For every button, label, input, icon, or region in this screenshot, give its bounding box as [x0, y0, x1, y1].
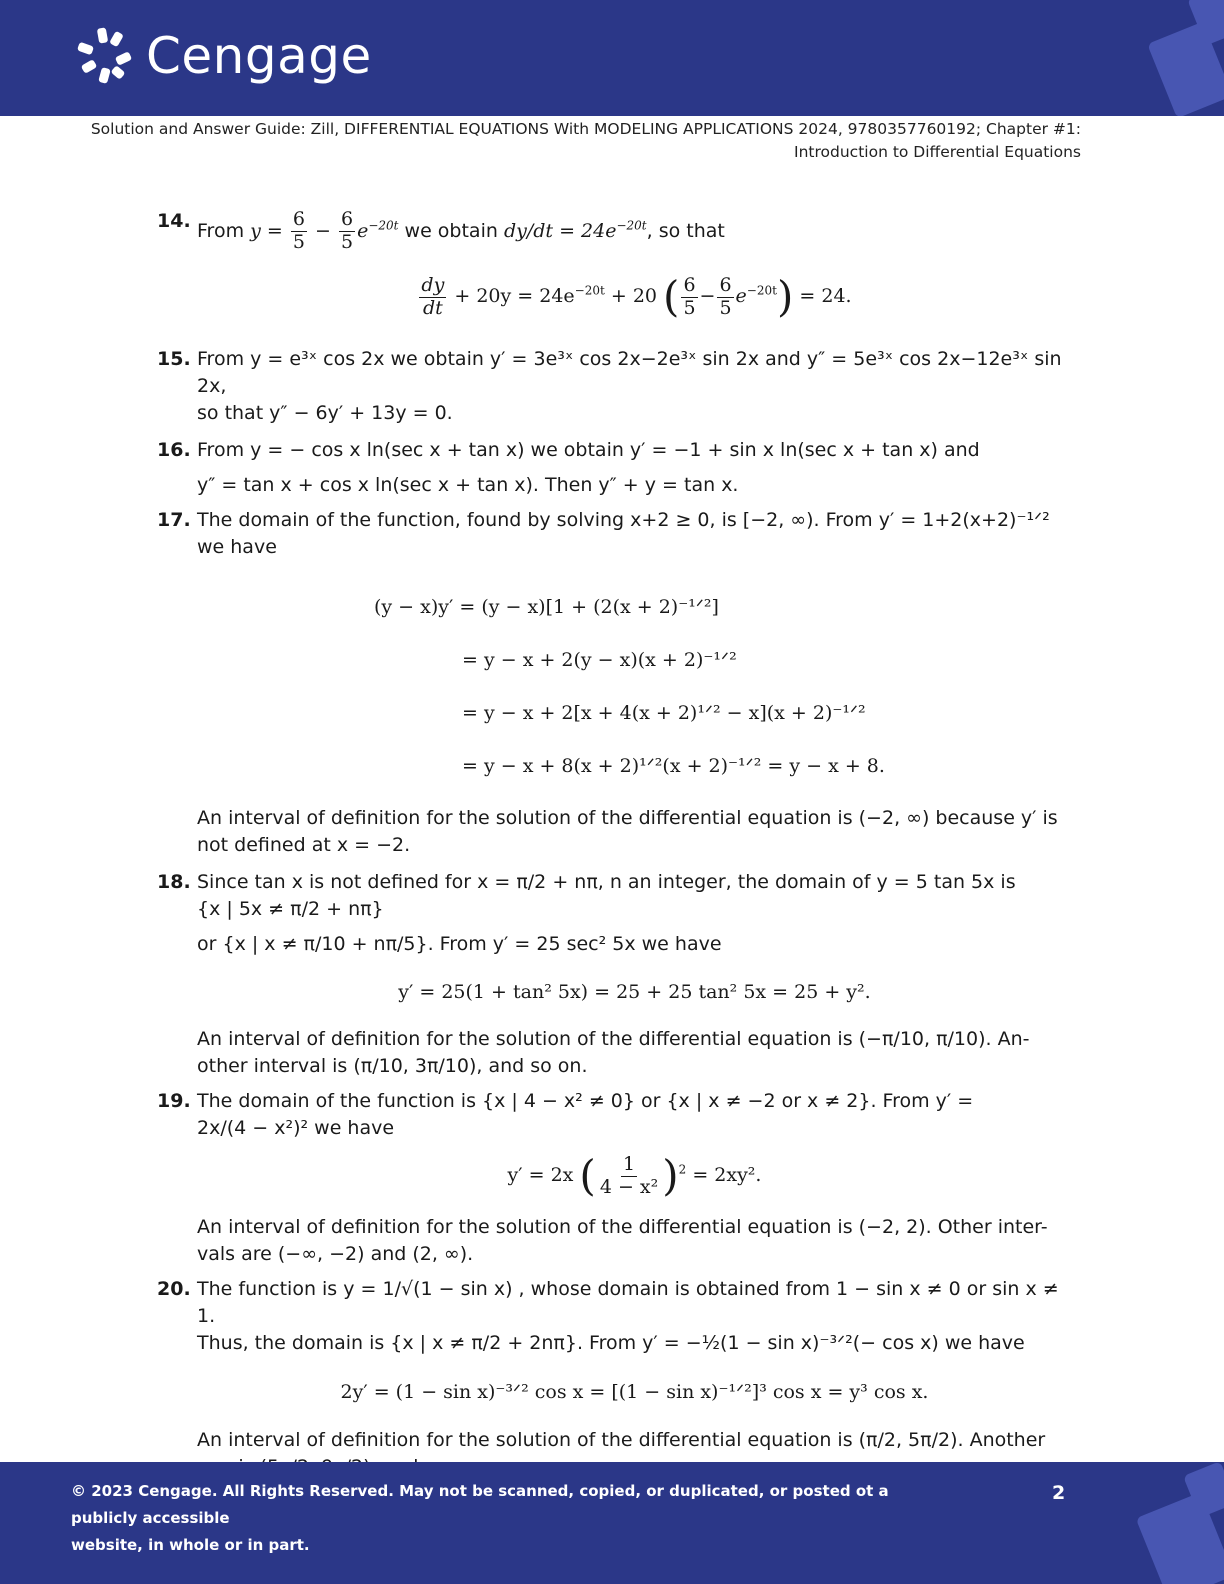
aligned-equations: (y − x)y′ = (y − x)[1 + (2(x + 2)⁻¹ᐟ²] = y − x + 2(y − x)(x + 2)⁻¹ᐟ² = y − x + 2[x + 4(x + 2)¹ᐟ² − x](x + 2)⁻¹ᐟ² = y − x + 8(x + 2)¹ᐟ²(x + 2)⁻¹ᐟ² = y − x + 8.: [374, 596, 885, 777]
problem-number: 17.: [157, 509, 191, 531]
problem-number: 14.: [157, 210, 191, 232]
problem-number: 18.: [157, 871, 191, 893]
problem-18: 18. Since tan x is not defined for x = π/2 + nπ, n an integer, the domain of y = 5 tan 5x is {x | 5x ≠ π/2 + nπ} or {x | x ≠ π/10 + nπ/5}. From y′ = 25 sec² 5x we have y′ = 25(1 + tan² 5x) = 25 + 25 tan² 5x = 25 + y². An interval of definition for the solution of the differential equation is (−π/10, π/10). An- other interval is (π/10, 3π/10), and so on.: [157, 869, 1072, 1080]
problem-17: 17. The domain of the function, found by solving x+2 ≥ 0, is [−2, ∞). From y′ = 1+2(x+2)⁻¹ᐟ² we have (y − x)y′ = (y − x)[1 + (2(x + 2)⁻¹ᐟ²] = y − x + 2(y − x)(x + 2)⁻¹ᐟ² = y − x + 2[x + 4(x + 2)¹ᐟ² − x](x + 2)⁻¹ᐟ² = y − x + 8(x + 2)¹ᐟ²(x + 2)⁻¹ᐟ² = y − x + 8. An interval of definition for the solution of the differential equation is (−2, ∞) because y′ is not defined at x = −2.: [157, 507, 1072, 859]
problem-number: 15.: [157, 348, 191, 370]
page-number: 2: [1052, 1482, 1066, 1504]
display-equation: y′ = 25(1 + tan² 5x) = 25 + 25 tan² 5x = 25 + y².: [398, 981, 871, 1003]
cengage-logo-text: Cengage: [146, 27, 372, 85]
problem-19: 19. The domain of the function is {x | 4 − x² ≠ 0} or {x | x ≠ −2 or x ≠ 2}. From y′ = 2x/(4 − x²)² we have y′ = 2x ( $\frac{1}{\text{4 − x²}}$ )$^2$ = 2xy². An interval of definition for the solution of the differential equation is (−2, 2). Other inter- vals are (−∞, −2) and (2, ∞).: [157, 1088, 1072, 1268]
copyright-notice: © 2023 Cengage. All Rights Reserved. May not be scanned, copied, or duplicated, or posted ot a publicly accessible website, in whole or in part.: [71, 1482, 889, 1554]
problem-15: 15. From y = e³ˣ cos 2x we obtain y′ = 3e³ˣ cos 2x−2e³ˣ sin 2x and y″ = 5e³ˣ cos 2x−12e³ˣ sin 2x, so that y″ − 6y′ + 13y = 0.: [157, 348, 1062, 424]
problem-number: 19.: [157, 1090, 191, 1112]
problem-16: 16. From y = − cos x ln(sec x + tan x) we obtain y′ = −1 + sin x ln(sec x + tan x) and y″ = tan x + cos x ln(sec x + tan x). Then y″ + y = tan x.: [157, 439, 980, 496]
header-banner: [0, 0, 1224, 116]
footer-banner: [0, 1462, 1224, 1584]
cengage-logo-icon: [76, 26, 136, 86]
display-equation: y′ = 2x ( $\frac{1}{\text{4 − x²}}$ )$^2$ = 2xy².: [507, 1151, 762, 1200]
problem-14: 14. From y = $\frac{6}{5}$ − $\frac{6}{5}$ $e^{-20t}$ we obtain $dy/dt = 24e^{-20t}$, so that $\frac{dy}{dt}$ + $20y = 24e^{-20t} + 20$ ( $\frac{6}{5}$ − $\frac{6}{5}$ $e^{-20t}) = 24$.: [157, 208, 1072, 328]
problem-number: 20.: [157, 1278, 191, 1300]
display-equation: 2y′ = (1 − sin x)⁻³ᐟ² cos x = [(1 − sin x)⁻¹ᐟ²]³ cos x = y³ cos x.: [340, 1381, 929, 1403]
solutions-content: [157, 208, 1072, 1481]
document-header: Solution and Answer Guide: Zill, DIFFERENTIAL EQUATIONS With MODELING APPLICATIONS 2024, 9780357760192; Chapter #1: Introduction to Differential Equations: [90, 120, 1081, 161]
cengage-logo: [76, 26, 372, 86]
problem-number: 16.: [157, 439, 191, 461]
problem-20: 20. The function is y = 1/√(1 − sin x) , whose domain is obtained from 1 − sin x ≠ 0 or sin x ≠ 1. Thus, the domain is {x | x ≠ π/2 + 2nπ}. From y′ = −½(1 − sin x)⁻³ᐟ²(− cos x) we have 2y′ = (1 − sin x)⁻³ᐟ² cos x = [(1 − sin x)⁻¹ᐟ²]³ cos x = y³ cos x. An interval of definition for the solution of the differential equation is (π/2, 5π/2). Another: [157, 1276, 1072, 1481]
display-equation: $\frac{dy}{dt}$ + $20y = 24e^{-20t} + 20$ ( $\frac{6}{5}$ − $\frac{6}{5}$ $e^{-20t}) = 24$.: [421, 272, 852, 321]
